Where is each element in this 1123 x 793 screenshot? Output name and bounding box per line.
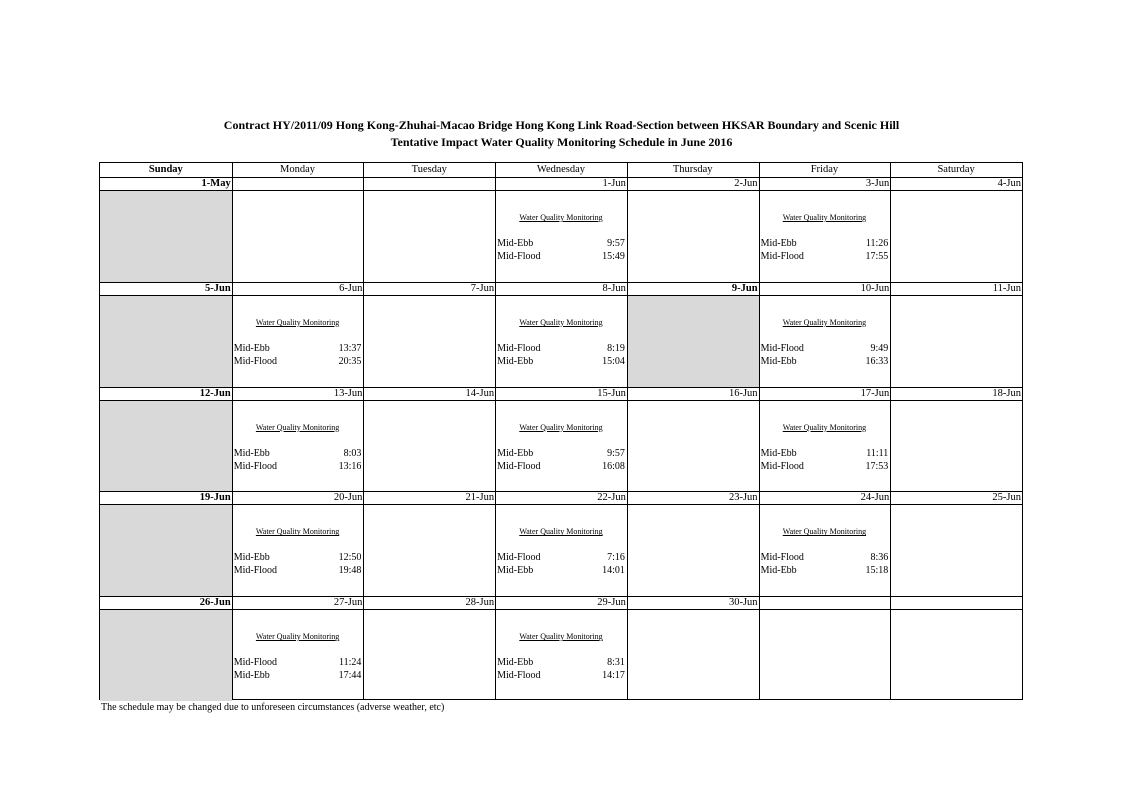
title-line-2: Tentative Impact Water Quality Monitoring Schedule in June 2016: [390, 135, 733, 149]
day-header-friday: Friday: [810, 164, 839, 175]
tide-time: 9:57: [607, 447, 625, 459]
tide-time: 15:04: [602, 355, 625, 367]
tide-time: 11:26: [865, 238, 889, 249]
tide-row: [232, 447, 364, 460]
date-label: [890, 596, 1022, 609]
tide-label: Mid-Flood: [497, 670, 541, 682]
date-label: 5-Jun: [205, 282, 231, 294]
tide-label: Mid-Ebb: [760, 447, 797, 459]
date-label: 30-Jun: [728, 597, 758, 609]
tide-row: [759, 342, 891, 355]
date-label: 20-Jun: [333, 492, 363, 504]
tide-label: Mid-Flood: [233, 355, 278, 367]
tide-row: [232, 669, 364, 682]
date-label: 14-Jun: [465, 387, 495, 399]
date-label: 19-Jun: [199, 492, 231, 504]
tide-time: 13:16: [338, 460, 362, 472]
tide-time: 17:55: [865, 251, 889, 262]
date-label: 15-Jun: [597, 387, 626, 399]
tide-row: [232, 342, 364, 355]
tide-label: Mid-Ebb: [233, 552, 270, 564]
tide-row: [495, 237, 627, 250]
tide-time: 8:03: [343, 447, 362, 459]
date-label: 23-Jun: [728, 492, 758, 504]
date-label: 6-Jun: [339, 282, 363, 294]
date-label: 1-May: [201, 178, 231, 189]
tide-label: Mid-Flood: [497, 460, 541, 472]
date-label: 10-Jun: [860, 282, 890, 294]
tide-time: 11:11: [866, 447, 889, 459]
tide-time: 8:31: [607, 657, 625, 669]
date-label: 16-Jun: [728, 387, 758, 399]
tide-time: 14:17: [602, 670, 625, 682]
tide-time: 8:36: [870, 552, 889, 564]
tide-time: 20:35: [338, 355, 362, 367]
tide-label: Mid-Ebb: [233, 447, 270, 459]
date-label: [759, 596, 891, 609]
date-label: 4-Jun: [997, 178, 1021, 189]
water-quality-monitoring-label: Water Quality Monitoring: [519, 632, 603, 642]
water-quality-monitoring-label: Water Quality Monitoring: [255, 422, 340, 432]
tide-label: Mid-Ebb: [760, 565, 797, 577]
date-label: 22-Jun: [597, 492, 626, 504]
tide-label: Mid-Flood: [497, 251, 541, 262]
tide-time: 17:44: [338, 670, 362, 682]
water-quality-monitoring-label: Water Quality Monitoring: [782, 527, 867, 537]
date-label: 12-Jun: [199, 387, 231, 399]
tide-label: Mid-Ebb: [497, 657, 534, 669]
tide-label: Mid-Ebb: [497, 565, 534, 577]
date-label: 18-Jun: [992, 387, 1021, 399]
tide-row: [495, 447, 627, 460]
tide-label: Mid-Flood: [497, 552, 541, 564]
tide-label: Mid-Ebb: [233, 670, 270, 682]
tide-time: 11:24: [338, 657, 362, 669]
water-quality-monitoring-label: Water Quality Monitoring: [782, 213, 867, 222]
day-header-tuesday: Tuesday: [411, 164, 447, 175]
tide-row: [495, 669, 627, 682]
schedule-note: The schedule may be changed due to unforeseen circumstances (adverse weather, etc): [101, 702, 445, 713]
tide-time: 13:37: [338, 342, 362, 354]
tide-row: [232, 656, 364, 669]
day-header-wednesday: Wednesday: [536, 164, 586, 175]
tide-row: [759, 250, 891, 263]
date-label: 2-Jun: [734, 178, 758, 189]
tide-label: Mid-Ebb: [233, 342, 270, 354]
date-label: 21-Jun: [465, 492, 495, 504]
tide-label: Mid-Ebb: [497, 355, 534, 367]
tide-time: 16:33: [865, 355, 889, 367]
tide-time: 16:08: [602, 460, 625, 472]
tide-label: Mid-Ebb: [497, 447, 534, 459]
tide-time: 15:49: [602, 251, 625, 262]
tide-time: 19:48: [338, 565, 362, 577]
date-label: 8-Jun: [602, 282, 626, 294]
day-header-sunday: Sunday: [148, 164, 183, 175]
date-label: 24-Jun: [860, 492, 890, 504]
tide-time: 14:01: [602, 565, 625, 577]
tide-time: 17:53: [865, 460, 889, 472]
day-header-thursday: Thursday: [672, 164, 713, 175]
date-label: [363, 177, 495, 190]
water-quality-monitoring-label: Water Quality Monitoring: [782, 422, 867, 432]
tide-row: [759, 447, 891, 460]
water-quality-monitoring-label: Water Quality Monitoring: [519, 422, 603, 432]
tide-label: Mid-Flood: [233, 460, 278, 472]
water-quality-monitoring-label: Water Quality Monitoring: [782, 317, 867, 327]
tide-row: [495, 460, 627, 473]
tide-row: [232, 460, 364, 473]
tide-row: [495, 250, 627, 263]
tide-label: Mid-Flood: [497, 342, 541, 354]
tide-row: [232, 564, 364, 577]
date-label: 26-Jun: [199, 597, 231, 609]
tide-row: [232, 355, 364, 368]
tide-label: Mid-Ebb: [760, 238, 797, 249]
tide-time: 7:16: [607, 552, 625, 564]
date-label: 29-Jun: [597, 597, 626, 609]
calendar-table: [99, 162, 1023, 700]
tide-label: Mid-Flood: [760, 251, 804, 262]
tide-time: 9:49: [870, 342, 889, 354]
date-label: 11-Jun: [992, 282, 1021, 294]
tide-time: 15:18: [865, 565, 889, 577]
date-label: [232, 177, 364, 190]
day-header-monday: Monday: [280, 164, 316, 175]
tide-label: Mid-Ebb: [760, 355, 797, 367]
water-quality-monitoring-label: Water Quality Monitoring: [255, 317, 340, 327]
date-label: 25-Jun: [992, 492, 1021, 504]
date-label: 17-Jun: [860, 387, 890, 399]
water-quality-monitoring-label: Water Quality Monitoring: [255, 632, 340, 642]
water-quality-monitoring-label: Water Quality Monitoring: [519, 213, 603, 222]
tide-time: 9:57: [607, 238, 625, 249]
day-header-saturday: Saturday: [937, 164, 975, 175]
tide-row: [759, 551, 891, 564]
water-quality-monitoring-label: Water Quality Monitoring: [519, 527, 603, 537]
tide-row: [759, 237, 891, 250]
water-quality-monitoring-label: Water Quality Monitoring: [519, 317, 603, 327]
tide-row: [759, 564, 891, 577]
tide-row: [495, 656, 627, 669]
water-quality-monitoring-label: Water Quality Monitoring: [255, 527, 340, 537]
date-label: 28-Jun: [465, 597, 495, 609]
tide-label: Mid-Flood: [760, 552, 804, 564]
date-label: 7-Jun: [470, 282, 495, 294]
date-label: 3-Jun: [865, 178, 890, 189]
tide-label: Mid-Ebb: [497, 238, 534, 249]
tide-label: Mid-Flood: [760, 460, 804, 472]
tide-label: Mid-Flood: [233, 657, 278, 669]
tide-row: [495, 551, 627, 564]
tide-row: [495, 564, 627, 577]
title-line-1: Contract HY/2011/09 Hong Kong-Zhuhai-Macao Bridge Hong Kong Link Road-Section between HKSAR Boundary and Scenic Hill: [223, 118, 900, 132]
tide-row: [495, 342, 627, 355]
date-label: 13-Jun: [333, 387, 363, 399]
tide-time: 12:50: [338, 552, 362, 564]
tide-row: [759, 460, 891, 473]
tide-row: [495, 355, 627, 368]
date-label: 9-Jun: [731, 282, 758, 294]
tide-time: 8:19: [607, 342, 625, 354]
tide-row: [232, 551, 364, 564]
tide-row: [759, 355, 891, 368]
tide-label: Mid-Flood: [233, 565, 278, 577]
date-label: 27-Jun: [333, 597, 363, 609]
tide-label: Mid-Flood: [760, 342, 804, 354]
date-label: 1-Jun: [602, 178, 626, 189]
